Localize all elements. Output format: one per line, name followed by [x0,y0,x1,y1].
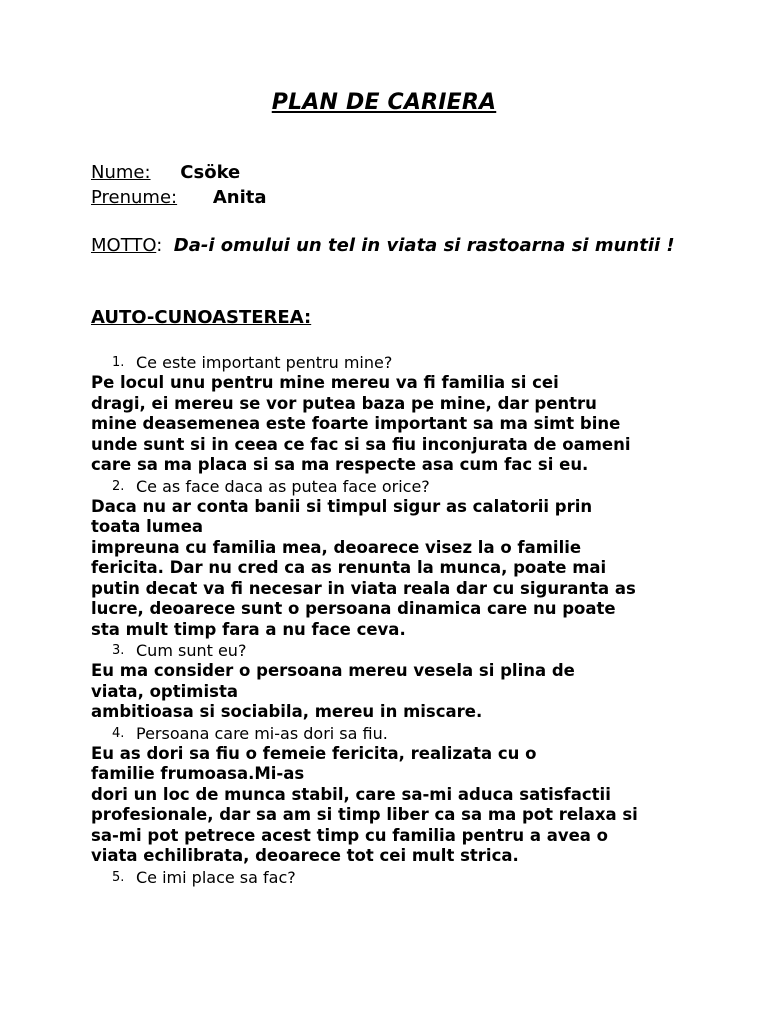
motto-label: MOTTO [91,235,157,256]
answer-line: lucre, deoarece sunt o persoana dinamica care nu poate [91,599,616,618]
section-title: AUTO-CUNOASTEREA: [91,307,312,328]
answer-line: ambitioasa si sociabila, mereu in miscare. [91,702,483,721]
answer-line: unde sunt si in ceea ce fac si sa fiu inconjurata de oameni [91,434,631,454]
question-text: Persoana care mi-as dori sa fiu. [136,723,388,743]
answer-line: putin decat va fi necesar in viata reala dar cu siguranta as [91,578,636,598]
answer-line: impreuna cu familia mea, deoarece visez la o familie [91,537,582,557]
answer-line: care sa ma placa si sa ma respecte asa cum fac si eu. [91,455,589,474]
motto-text: Da-i omului un tel in viata si rastoarna si muntii ! [173,235,675,256]
prenume-row [91,187,267,209]
question-item [91,352,691,373]
answer-line: sta mult timp fara a nu face ceva. [91,619,406,639]
question-number: 2. [112,478,125,494]
question-item [91,640,691,661]
question-number: 4. [112,725,125,741]
motto-spacer [162,235,173,256]
nume-value: Csöke [180,162,241,183]
question-text: Cum sunt eu? [136,641,247,660]
question-number: 3. [112,643,125,658]
answer-line: viata, optimista [91,681,238,701]
question-text: Ce as face daca as putea face orice? [136,476,430,496]
question-item [91,723,691,744]
nume-label: Nume: [91,162,151,183]
answer-line: Pe locul unu pentru mine mereu va fi familia si cei [91,373,559,392]
answer-line: dragi, ei mereu se vor putea baza pe mine, dar pentru [91,393,597,413]
answer-line: sa-mi pot petrece acest timp cu familia pentru a avea o [91,825,609,845]
questions-list [91,352,691,888]
question-text: Ce este important pentru mine? [136,353,393,372]
motto-colon: : [156,235,163,256]
answer-line: familie frumoasa.Mi-as [91,764,305,783]
answer-line: viata echilibrata, deoarece tot cei mult strica. [91,846,519,865]
question-text: Ce imi place sa fac? [136,867,296,887]
document-title: PLAN DE CARIERA [271,90,497,115]
question-item [91,476,691,497]
question-item [91,867,691,888]
question-number: 1. [112,355,125,370]
motto [91,234,691,258]
answer-line: dori un loc de munca stabil, care sa-mi aduca satisfactii [91,784,611,804]
prenume-label: Prenume: [91,187,178,208]
prenume-value: Anita [212,187,267,208]
answer-line: Eu ma consider o persoana mereu vesela si plina de [91,661,575,680]
answer-line: Daca nu ar conta banii si timpul sigur as calatorii prin [91,496,593,516]
answer-line: fericita. Dar nu cred ca as renunta la munca, poate mai [91,558,607,577]
answer-line: toata lumea [91,517,204,536]
answer-line: profesionale, dar sa am si timp liber ca sa ma pot relaxa si [91,805,638,824]
answer-line: Eu as dori sa fiu o femeie fericita, realizata cu o [91,743,537,763]
nume-row [91,162,240,184]
answer-line: mine deasemenea este foarte important sa ma simt bine [91,414,621,433]
question-number: 5. [112,869,125,885]
